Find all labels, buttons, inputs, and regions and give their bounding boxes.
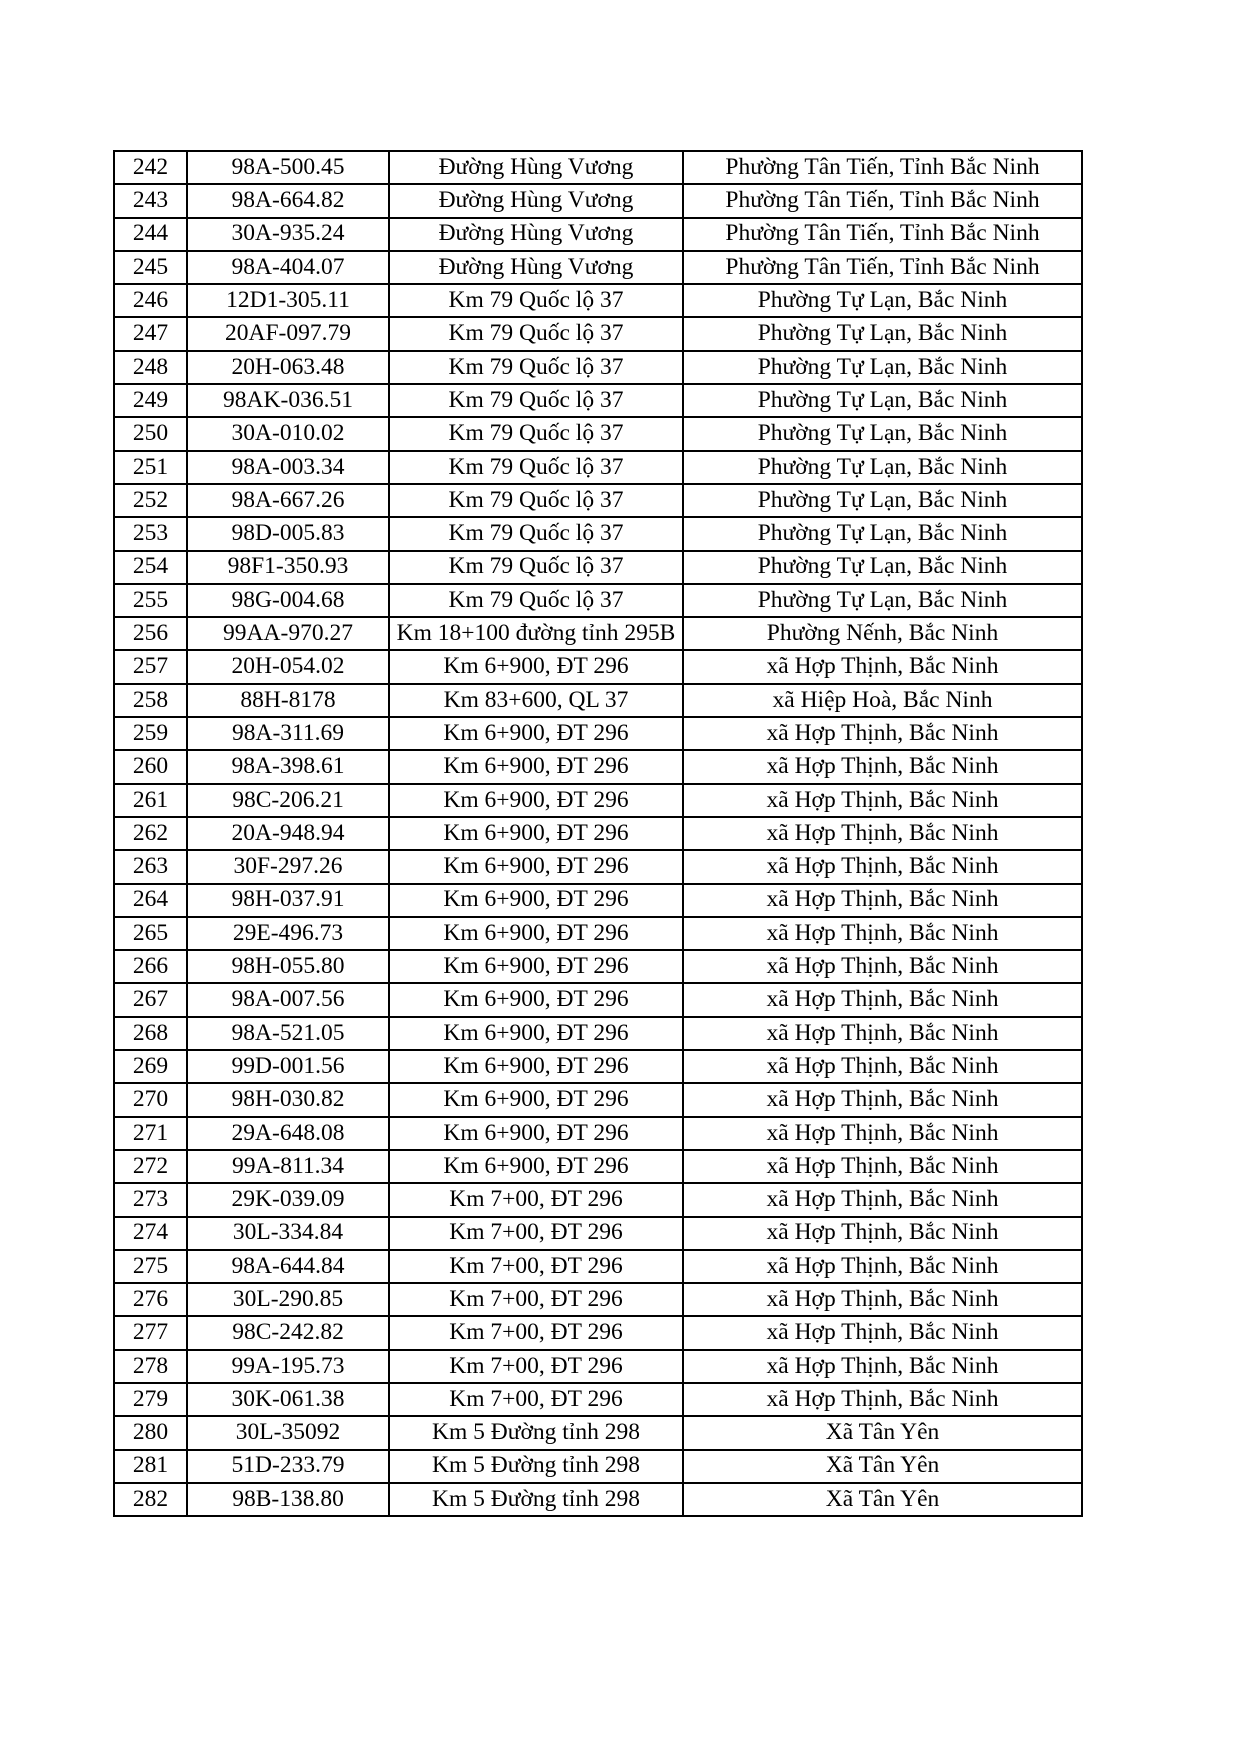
license-plate-cell: 98H-037.91 [187,884,389,917]
ward-cell: xã Hợp Thịnh, Bắc Ninh [683,917,1082,950]
row-number-cell: 274 [114,1217,187,1250]
license-plate-cell: 30L-290.85 [187,1283,389,1316]
table-row [114,950,1082,983]
table-row [114,151,1082,184]
table-row [114,1316,1082,1349]
table-row [114,384,1082,417]
location-cell: Km 6+900, ĐT 296 [389,784,683,817]
ward-cell: xã Hiệp Hoà, Bắc Ninh [683,684,1082,717]
row-number-cell: 255 [114,584,187,617]
ward-cell: Phường Tự Lạn, Bắc Ninh [683,517,1082,550]
license-plate-cell: 99A-811.34 [187,1150,389,1183]
table-body [114,151,1082,1516]
table-row [114,1383,1082,1416]
ward-cell: Phường Tân Tiến, Tỉnh Bắc Ninh [683,151,1082,184]
location-cell: Km 6+900, ĐT 296 [389,1117,683,1150]
ward-cell: Phường Tự Lạn, Bắc Ninh [683,551,1082,584]
table-row [114,1017,1082,1050]
location-cell: Km 6+900, ĐT 296 [389,817,683,850]
row-number-cell: 267 [114,983,187,1016]
ward-cell: Phường Tự Lạn, Bắc Ninh [683,317,1082,350]
ward-cell: xã Hợp Thịnh, Bắc Ninh [683,1083,1082,1116]
license-plate-cell: 98A-644.84 [187,1250,389,1283]
row-number-cell: 247 [114,317,187,350]
table-row [114,218,1082,251]
location-cell: Đường Hùng Vương [389,218,683,251]
ward-cell: xã Hợp Thịnh, Bắc Ninh [683,1316,1082,1349]
table-row [114,784,1082,817]
location-cell: Km 6+900, ĐT 296 [389,917,683,950]
location-cell: Km 6+900, ĐT 296 [389,1017,683,1050]
license-plate-cell: 98H-030.82 [187,1083,389,1116]
license-plate-cell: 98F1-350.93 [187,551,389,584]
ward-cell: Phường Tự Lạn, Bắc Ninh [683,584,1082,617]
license-plate-cell: 98A-667.26 [187,484,389,517]
table-row [114,1416,1082,1449]
ward-cell: xã Hợp Thịnh, Bắc Ninh [683,1350,1082,1383]
location-cell: Km 7+00, ĐT 296 [389,1350,683,1383]
location-cell: Km 79 Quốc lộ 37 [389,551,683,584]
ward-cell: Phường Tân Tiến, Tỉnh Bắc Ninh [683,218,1082,251]
table-row [114,884,1082,917]
row-number-cell: 245 [114,251,187,284]
ward-cell: xã Hợp Thịnh, Bắc Ninh [683,1217,1082,1250]
row-number-cell: 243 [114,184,187,217]
location-cell: Km 6+900, ĐT 296 [389,884,683,917]
table-row [114,650,1082,683]
location-cell: Km 79 Quốc lộ 37 [389,451,683,484]
table-row [114,750,1082,783]
ward-cell: xã Hợp Thịnh, Bắc Ninh [683,1117,1082,1150]
row-number-cell: 250 [114,417,187,450]
license-plate-cell: 98C-206.21 [187,784,389,817]
ward-cell: xã Hợp Thịnh, Bắc Ninh [683,850,1082,883]
ward-cell: Xã Tân Yên [683,1483,1082,1516]
license-plate-cell: 99D-001.56 [187,1050,389,1083]
location-cell: Km 79 Quốc lộ 37 [389,417,683,450]
table-row [114,517,1082,550]
row-number-cell: 280 [114,1416,187,1449]
table-row [114,817,1082,850]
location-cell: Đường Hùng Vương [389,251,683,284]
row-number-cell: 273 [114,1183,187,1216]
ward-cell: xã Hợp Thịnh, Bắc Ninh [683,950,1082,983]
table-row [114,584,1082,617]
license-plate-cell: 98H-055.80 [187,950,389,983]
location-cell: Km 6+900, ĐT 296 [389,1050,683,1083]
row-number-cell: 248 [114,351,187,384]
ward-cell: xã Hợp Thịnh, Bắc Ninh [683,1017,1082,1050]
table-row [114,917,1082,950]
license-plate-cell: 88H-8178 [187,684,389,717]
table-row [114,351,1082,384]
location-cell: Km 7+00, ĐT 296 [389,1217,683,1250]
location-cell: Km 7+00, ĐT 296 [389,1183,683,1216]
row-number-cell: 257 [114,650,187,683]
ward-cell: xã Hợp Thịnh, Bắc Ninh [683,817,1082,850]
row-number-cell: 275 [114,1250,187,1283]
location-cell: Km 79 Quốc lộ 37 [389,317,683,350]
row-number-cell: 279 [114,1383,187,1416]
row-number-cell: 268 [114,1017,187,1050]
ward-cell: xã Hợp Thịnh, Bắc Ninh [683,650,1082,683]
ward-cell: Phường Nếnh, Bắc Ninh [683,617,1082,650]
table-row [114,983,1082,1016]
ward-cell: Phường Tự Lạn, Bắc Ninh [683,384,1082,417]
location-cell: Km 6+900, ĐT 296 [389,950,683,983]
license-plate-cell: 99AA-970.27 [187,617,389,650]
license-plate-cell: 98A-311.69 [187,717,389,750]
location-cell: Km 7+00, ĐT 296 [389,1316,683,1349]
location-cell: Km 79 Quốc lộ 37 [389,517,683,550]
row-number-cell: 266 [114,950,187,983]
row-number-cell: 265 [114,917,187,950]
table-row [114,1050,1082,1083]
license-plate-cell: 98AK-036.51 [187,384,389,417]
license-plate-cell: 30L-35092 [187,1416,389,1449]
location-cell: Km 6+900, ĐT 296 [389,1083,683,1116]
row-number-cell: 278 [114,1350,187,1383]
row-number-cell: 270 [114,1083,187,1116]
table-row [114,317,1082,350]
location-cell: Km 6+900, ĐT 296 [389,1150,683,1183]
table-row [114,1117,1082,1150]
location-cell: Km 5 Đường tỉnh 298 [389,1483,683,1516]
table-row [114,551,1082,584]
row-number-cell: 254 [114,551,187,584]
license-plate-cell: 98A-007.56 [187,983,389,1016]
ward-cell: xã Hợp Thịnh, Bắc Ninh [683,1250,1082,1283]
location-cell: Đường Hùng Vương [389,184,683,217]
location-cell: Km 83+600, QL 37 [389,684,683,717]
license-plate-cell: 20A-948.94 [187,817,389,850]
location-cell: Km 7+00, ĐT 296 [389,1283,683,1316]
row-number-cell: 262 [114,817,187,850]
ward-cell: Phường Tự Lạn, Bắc Ninh [683,417,1082,450]
location-cell: Km 5 Đường tỉnh 298 [389,1416,683,1449]
license-plate-cell: 29E-496.73 [187,917,389,950]
license-plate-cell: 99A-195.73 [187,1350,389,1383]
license-plate-cell: 30A-935.24 [187,218,389,251]
location-cell: Km 6+900, ĐT 296 [389,850,683,883]
ward-cell: Phường Tân Tiến, Tỉnh Bắc Ninh [683,251,1082,284]
ward-cell: Xã Tân Yên [683,1450,1082,1483]
ward-cell: xã Hợp Thịnh, Bắc Ninh [683,1383,1082,1416]
row-number-cell: 246 [114,284,187,317]
table-row [114,1283,1082,1316]
license-plate-cell: 98D-005.83 [187,517,389,550]
row-number-cell: 251 [114,451,187,484]
ward-cell: xã Hợp Thịnh, Bắc Ninh [683,1283,1082,1316]
ward-cell: xã Hợp Thịnh, Bắc Ninh [683,1050,1082,1083]
license-plate-cell: 30F-297.26 [187,850,389,883]
location-cell: Km 79 Quốc lộ 37 [389,584,683,617]
table-row [114,1217,1082,1250]
table-row [114,284,1082,317]
license-plate-cell: 98A-003.34 [187,451,389,484]
row-number-cell: 263 [114,850,187,883]
table-row [114,251,1082,284]
license-plate-cell: 29K-039.09 [187,1183,389,1216]
ward-cell: Phường Tự Lạn, Bắc Ninh [683,351,1082,384]
table-row [114,484,1082,517]
table-row [114,1183,1082,1216]
row-number-cell: 249 [114,384,187,417]
row-number-cell: 272 [114,1150,187,1183]
location-cell: Km 6+900, ĐT 296 [389,983,683,1016]
table-row [114,850,1082,883]
location-cell: Km 79 Quốc lộ 37 [389,484,683,517]
license-plate-cell: 12D1-305.11 [187,284,389,317]
location-cell: Km 18+100 đường tỉnh 295B [389,617,683,650]
table-row [114,1350,1082,1383]
row-number-cell: 260 [114,750,187,783]
location-cell: Km 6+900, ĐT 296 [389,750,683,783]
license-plate-cell: 98A-500.45 [187,151,389,184]
license-plate-cell: 98B-138.80 [187,1483,389,1516]
location-cell: Km 7+00, ĐT 296 [389,1383,683,1416]
location-cell: Km 79 Quốc lộ 37 [389,351,683,384]
license-plate-cell: 20H-054.02 [187,650,389,683]
row-number-cell: 252 [114,484,187,517]
table-row [114,417,1082,450]
ward-cell: Phường Tân Tiến, Tỉnh Bắc Ninh [683,184,1082,217]
table-row [114,1483,1082,1516]
location-cell: Đường Hùng Vương [389,151,683,184]
location-cell: Km 79 Quốc lộ 37 [389,384,683,417]
table-row [114,451,1082,484]
ward-cell: Phường Tự Lạn, Bắc Ninh [683,451,1082,484]
location-cell: Km 7+00, ĐT 296 [389,1250,683,1283]
row-number-cell: 261 [114,784,187,817]
ward-cell: Phường Tự Lạn, Bắc Ninh [683,484,1082,517]
location-cell: Km 5 Đường tỉnh 298 [389,1450,683,1483]
license-plate-cell: 98A-398.61 [187,750,389,783]
row-number-cell: 277 [114,1316,187,1349]
table-row [114,717,1082,750]
row-number-cell: 282 [114,1483,187,1516]
license-plate-cell: 98G-004.68 [187,584,389,617]
ward-cell: xã Hợp Thịnh, Bắc Ninh [683,983,1082,1016]
row-number-cell: 244 [114,218,187,251]
row-number-cell: 253 [114,517,187,550]
row-number-cell: 256 [114,617,187,650]
location-cell: Km 79 Quốc lộ 37 [389,284,683,317]
row-number-cell: 276 [114,1283,187,1316]
license-plate-cell: 20H-063.48 [187,351,389,384]
table-row [114,1450,1082,1483]
violations-table [113,150,1083,1517]
ward-cell: xã Hợp Thịnh, Bắc Ninh [683,717,1082,750]
table-row [114,684,1082,717]
license-plate-cell: 98A-521.05 [187,1017,389,1050]
ward-cell: xã Hợp Thịnh, Bắc Ninh [683,884,1082,917]
license-plate-cell: 29A-648.08 [187,1117,389,1150]
license-plate-cell: 98C-242.82 [187,1316,389,1349]
license-plate-cell: 51D-233.79 [187,1450,389,1483]
row-number-cell: 264 [114,884,187,917]
license-plate-cell: 20AF-097.79 [187,317,389,350]
table-row [114,1250,1082,1283]
ward-cell: xã Hợp Thịnh, Bắc Ninh [683,1183,1082,1216]
row-number-cell: 259 [114,717,187,750]
row-number-cell: 242 [114,151,187,184]
table-row [114,184,1082,217]
table-row [114,1083,1082,1116]
location-cell: Km 6+900, ĐT 296 [389,650,683,683]
location-cell: Km 6+900, ĐT 296 [389,717,683,750]
license-plate-cell: 30L-334.84 [187,1217,389,1250]
ward-cell: Phường Tự Lạn, Bắc Ninh [683,284,1082,317]
row-number-cell: 281 [114,1450,187,1483]
license-plate-cell: 30K-061.38 [187,1383,389,1416]
license-plate-cell: 98A-664.82 [187,184,389,217]
row-number-cell: 271 [114,1117,187,1150]
table-row [114,617,1082,650]
license-plate-cell: 30A-010.02 [187,417,389,450]
ward-cell: xã Hợp Thịnh, Bắc Ninh [683,750,1082,783]
row-number-cell: 258 [114,684,187,717]
license-plate-cell: 98A-404.07 [187,251,389,284]
table-row [114,1150,1082,1183]
ward-cell: Xã Tân Yên [683,1416,1082,1449]
ward-cell: xã Hợp Thịnh, Bắc Ninh [683,784,1082,817]
row-number-cell: 269 [114,1050,187,1083]
ward-cell: xã Hợp Thịnh, Bắc Ninh [683,1150,1082,1183]
